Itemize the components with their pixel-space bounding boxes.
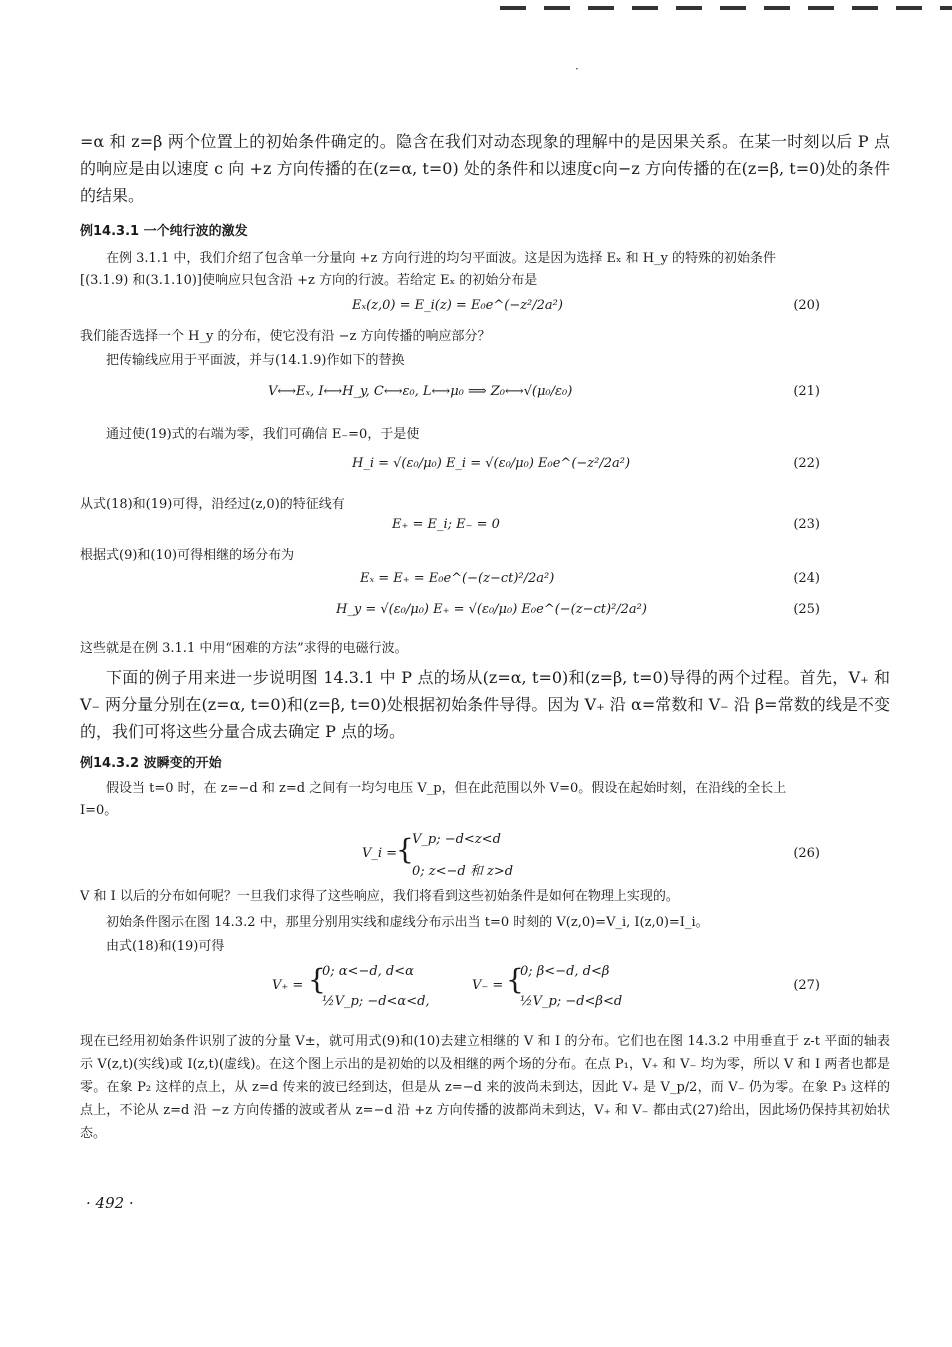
equation-26-top: V_p; −d<z<d bbox=[412, 832, 501, 847]
equation-23: E₊ = E_i; E₋ = 0 bbox=[392, 517, 500, 532]
para-2 bbox=[80, 664, 890, 745]
line-from: 由式(18)和(19)可得 bbox=[106, 939, 225, 954]
equation-25: H_y = √(ε₀/μ₀) E₊ = √(ε₀/μ₀) E₀e^(−(z−ct)²/2a²) bbox=[336, 602, 647, 617]
equation-27-right-lhs: V₋ = bbox=[472, 978, 504, 993]
line-from-wrap bbox=[80, 936, 890, 958]
example-2-heading-wrap bbox=[80, 752, 890, 771]
equation-24: Eₓ = E₊ = E₀e^(−(z−ct)²/2a²) bbox=[360, 571, 555, 586]
equation-24-number: (24) bbox=[793, 571, 820, 586]
equation-21: V⟷Eₓ, I⟷H_y, C⟷ε₀, L⟷μ₀ ⟹ Z₀⟷√(μ₀/ε₀) bbox=[268, 384, 573, 399]
line-9: 根据式(9)和(10)可得相继的场分布为 bbox=[80, 548, 295, 563]
line-init: 初始条件图示在图 14.3.2 中，那里分别用实线和虚线分布示出当 t=0 时刻的 V(z,0)=V_i, I(z,0)=I_i。 bbox=[106, 915, 709, 930]
para-two-processes: 下面的例子用来进一步说明图 14.3.1 中 P 点的场从(z=α, t=0)和(z=β, t=0)导得的两个过程。首先，V₊ 和 V₋ 两分量分别在(z=α, t=0)和(z=β, t=0)处根据初始条件导得。因为 V₊ 沿 α=常数和 V₋ 沿 β=常数的线是不变的，我们可将这些分量合成去确定 P 点的场。 bbox=[80, 668, 890, 741]
intro-paragraph bbox=[80, 128, 890, 209]
ex2-paragraph: 假设当 t=0 时，在 z=−d 和 z=d 之间有一均匀电压 V_p，但在此范围以外 V=0。假设在起始时刻，在沿线的全长上 I=0。 bbox=[80, 781, 787, 818]
equation-26-lhs: V_i = bbox=[362, 846, 398, 861]
equation-23-number: (23) bbox=[793, 517, 820, 532]
equation-27-left-bottom: ½V_p; −d<α<d, bbox=[322, 994, 430, 1009]
equation-27-right-bottom: ½V_p; −d<β<d bbox=[520, 994, 623, 1009]
equation-27-left-top: 0; α<−d, d<α bbox=[322, 964, 414, 979]
equation-27-right-top: 0; β<−d, d<β bbox=[520, 964, 610, 979]
final-paragraph-text: 现在已经用初始条件识别了波的分量 V±，就可用式(9)和(10)去建立相继的 V 和 I 的分布。它们也在图 14.3.2 中用垂直于 z-t 平面的轴表示 V(z,t)(实线)或 I(z,t)(虚线)。在这个图上示出的是初始的以及相继的两个场的分布。在点 P₁，V₊ 和 V₋ 均为零，所以 V 和 I 两者也都是零。在象 P₂ 这样的点上，从 z=d 传来的波已经到达，但是从 z=−d 来的波尚未到达，因此 V₊ 是 V_p/2，而 V₋ 仍为零。在象 P₃ 这样的点上，不论从 z=d 沿 −z 方向传播的波或者从 z=−d 沿 +z 方向传播的波都尚未到达，V₊ 和 V₋ 都由式(27)给出，因此场仍保持其初始状态。 bbox=[80, 1034, 890, 1141]
equation-27-number: (27) bbox=[793, 978, 820, 993]
header-rule bbox=[500, 6, 952, 10]
equation-26-brace: { bbox=[396, 833, 414, 866]
equation-22-number: (22) bbox=[793, 456, 820, 471]
line-18: 从式(18)和(19)可得，沿经过(z,0)的特征线有 bbox=[80, 497, 345, 512]
example-1-heading-wrap bbox=[80, 220, 890, 239]
ex1-paragraph: 在例 3.1.1 中，我们介绍了包含单一分量向 +z 方向行进的均匀平面波。这是因为选择 Eₓ 和 H_y 的特殊的初始条件[(3.1.9) 和(3.1.10)]使响应只包含沿 +z 方向的行波。若给定 Eₓ 的初始分布是 bbox=[80, 251, 777, 288]
equation-26-bottom: 0; z<−d 和 z>d bbox=[412, 864, 514, 879]
equation-20-number: (20) bbox=[793, 298, 820, 313]
equation-21-number: (21) bbox=[793, 384, 820, 399]
final-paragraph bbox=[80, 1030, 890, 1145]
summary-wrap bbox=[80, 638, 890, 660]
question-wrap bbox=[80, 326, 890, 348]
equation-27-left-brace: { bbox=[308, 963, 326, 996]
question-line: 我们能否选择一个 H_y 的分布，使它没有沿 −z 方向传播的响应部分？ bbox=[80, 329, 491, 344]
equation-25-number: (25) bbox=[793, 602, 820, 617]
equation-27-left-lhs: V₊ = bbox=[272, 978, 304, 993]
transform-line: 把传输线应用于平面波，并与(14.1.9)作如下的替换 bbox=[106, 353, 405, 368]
line-VI-wrap bbox=[80, 886, 890, 908]
line-init-wrap bbox=[80, 912, 890, 934]
line-9-wrap bbox=[80, 545, 890, 567]
example-1-heading: 例14.3.1 一个纯行波的激发 bbox=[80, 224, 248, 239]
equation-22: H_i = √(ε₀/μ₀) E_i = √(ε₀/μ₀) E₀e^(−z²/2a²) bbox=[352, 456, 631, 471]
line-19-wrap bbox=[80, 424, 890, 446]
transform-wrap bbox=[80, 350, 890, 372]
example-2-text bbox=[80, 778, 822, 822]
example-1-text bbox=[80, 248, 822, 292]
page-number: · 492 · bbox=[86, 1194, 134, 1212]
equation-20: Eₓ(z,0) = E_i(z) = E₀e^(−z²/2a²) bbox=[352, 298, 563, 313]
equation-26-number: (26) bbox=[793, 846, 820, 861]
line-18-wrap bbox=[80, 494, 890, 516]
example-2-heading: 例14.3.2 波瞬变的开始 bbox=[80, 756, 222, 771]
summary-line: 这些就是在例 3.1.1 中用“困难的方法”求得的电磁行波。 bbox=[80, 641, 408, 656]
line-VI: V 和 I 以后的分布如何呢？一旦我们求得了这些响应，我们将看到这些初始条件是如何在物理上实现的。 bbox=[80, 889, 679, 904]
line-19: 通过使(19)式的右端为零，我们可确信 E₋=0，于是使 bbox=[106, 427, 420, 442]
equation-27-right-brace: { bbox=[506, 963, 524, 996]
stray-mark: · bbox=[575, 62, 579, 76]
para-causality: =α 和 z=β 两个位置上的初始条件确定的。隐含在我们对动态现象的理解中的是因果关系。在某一时刻以后 P 点的响应是由以速度 c 向 +z 方向传播的在(z=α, t=0) 处的条件和以速度c向−z 方向传播的在(z=β, t=0)处的条件的结果。 bbox=[80, 132, 890, 205]
